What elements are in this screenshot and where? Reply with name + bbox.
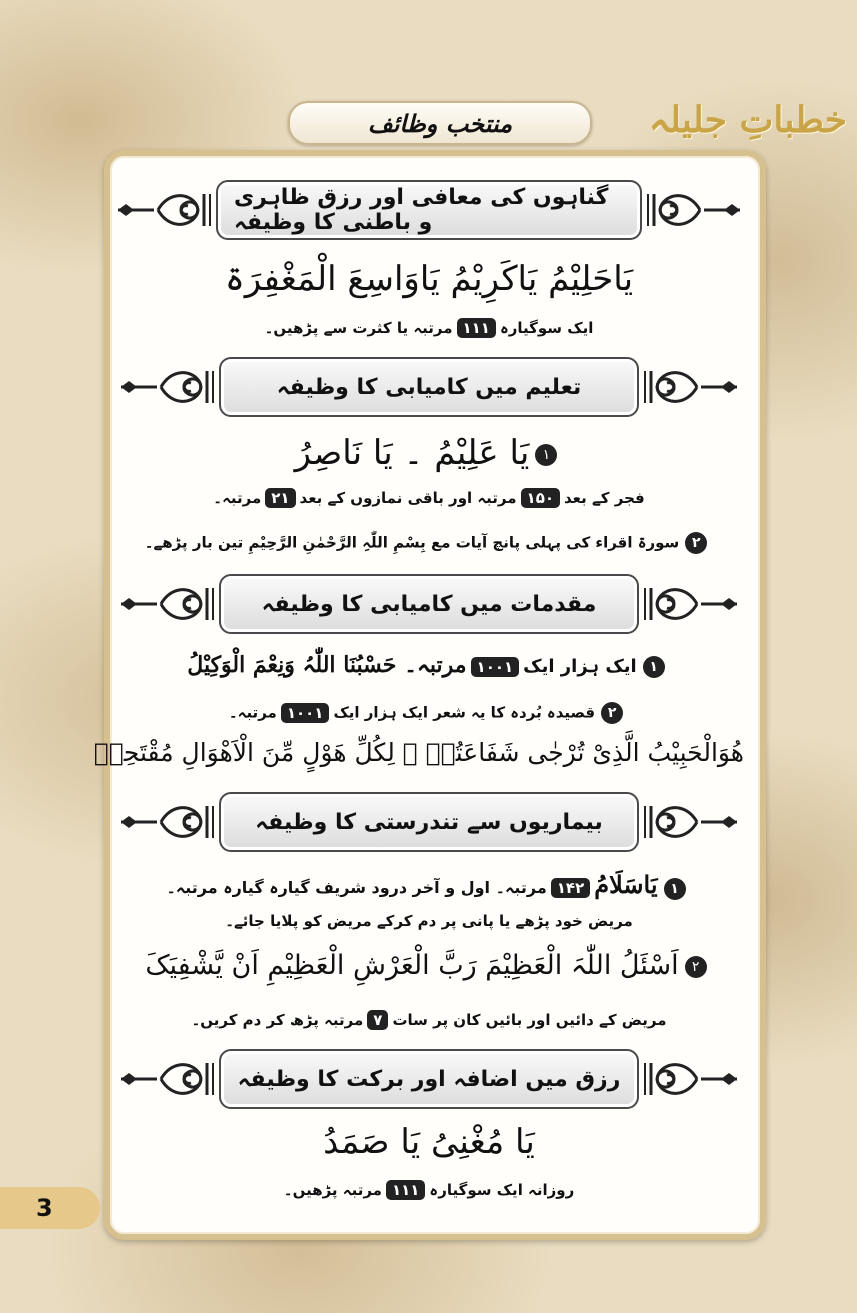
ornament-left-icon: [117, 802, 217, 842]
instruction-line: [114, 870, 744, 900]
instruction-line: [114, 652, 744, 678]
header-title: منتخب وظائف: [367, 108, 513, 138]
brand-text: خطباتِ جلیلہ: [648, 99, 847, 141]
count-badge: ۱۱۱: [457, 318, 496, 338]
dua-text: اَسْئَلُ اللّٰہَ الْعَظِیْمَ رَبَّ الْعَرْشِ الْعَظِیْمِ اَنْ یَّشْفِیَکَ: [145, 950, 679, 981]
brand-logo: [585, 92, 847, 148]
count-badge: ۲۱: [265, 488, 295, 508]
section-header-2: [114, 355, 744, 419]
count-badge: ۷: [367, 1010, 388, 1030]
item-number-badge: ۲: [685, 956, 707, 978]
dua-text: یَاحَلِیْمُ یَاکَرِیْمُ یَاوَاسِعَ الْمَغْفِرَۃ: [224, 259, 634, 299]
ornament-left-icon: [117, 367, 217, 407]
header-title-pill: [288, 101, 592, 145]
instruction-text: فجر کے بعد: [564, 489, 645, 507]
dua-text: یَا عَلِیْمُ ۔ یَا نَاصِرُ: [294, 433, 530, 473]
section-title: رزق میں اضافہ اور برکت کا وظیفہ: [237, 1066, 621, 1092]
dua-line: [114, 432, 744, 473]
instruction-text: مرتبہ۔ اول و آخر درود شریف گیارہ گیارہ مرتبہ۔: [166, 878, 547, 897]
section-label-box: [219, 792, 639, 852]
instruction-line: [114, 532, 744, 554]
section-header-5: [114, 1047, 744, 1111]
instruction-text: روزانہ ایک سوگیارہ: [429, 1181, 575, 1199]
instruction-text: مرتبہ۔: [213, 489, 262, 507]
section-label-box: [219, 357, 639, 417]
instruction-line: [114, 488, 744, 508]
ornament-right-icon: [641, 802, 741, 842]
count-badge: ۱۰۰۱: [471, 657, 520, 677]
count-badge: ۱۴۲: [551, 878, 590, 898]
page-number: 3: [36, 1194, 53, 1222]
count-badge: ۱۱۱: [386, 1180, 425, 1200]
item-number-badge: ۲: [685, 532, 707, 554]
dua-text: یَا مُغْنِیُ یَا صَمَدُ: [323, 1122, 535, 1162]
instruction-line: [114, 318, 744, 338]
instruction-text: مریض کے دائیں اور بائیں کان پر سات: [392, 1011, 667, 1029]
instruction-line: [114, 1010, 744, 1030]
ornament-right-icon: [644, 190, 744, 230]
count-badge: ۱۰۰۱: [281, 703, 330, 723]
section-header-1: [114, 178, 744, 242]
item-number-badge: ۲: [601, 702, 623, 724]
item-number-badge: ۱: [535, 444, 557, 466]
section-label-box: [216, 180, 642, 240]
dua-text: مرتبہ۔ حَسْبُنَا اللّٰہُ وَنِعْمَ الْوَکِیْلُ: [187, 652, 467, 678]
ornament-right-icon: [641, 584, 741, 624]
instruction-text: مریض خود پڑھے یا پانی پر دم کرکے مریض کو پلایا جائے۔: [225, 912, 633, 930]
ornament-left-icon: [117, 584, 217, 624]
instruction-text: ایک ہزار ایک: [523, 656, 637, 677]
section-title: تعلیم میں کامیابی کا وظیفہ: [276, 374, 582, 400]
section-title: گناہوں کی معافی اور رزق ظاہری و باطنی کا وظیفہ: [234, 185, 609, 235]
item-number-badge: ۱: [643, 656, 665, 678]
instruction-text: مرتبہ پڑھیں۔: [283, 1181, 382, 1199]
instruction-line: [114, 1180, 744, 1200]
section-header-3: [114, 572, 744, 636]
section-label-box: [219, 1049, 639, 1109]
count-badge: ۱۵۰: [521, 488, 560, 508]
ornament-left-icon: [114, 190, 214, 230]
instruction-text: سورۃ اقراء کی پہلی پانچ آیات مع بِسْمِ اللّٰہِ الرَّحْمٰنِ الرَّحِیْمِ تین بار پڑھے۔: [144, 533, 680, 552]
section-header-4: [114, 790, 744, 854]
dua-line: [114, 950, 744, 981]
section-title: مقدمات میں کامیابی کا وظیفہ: [261, 591, 597, 617]
instruction-text: ایک سوگیارہ: [499, 319, 594, 337]
instruction-text: مرتبہ اور باقی نمازوں کے بعد: [299, 489, 517, 507]
ornament-right-icon: [641, 1059, 741, 1099]
poem-verse: ھُوَالْحَبِیْبُ الَّذِیْ تُرْجٰی شَفَاعَتُہٗ ۔ لِکُلِّ ھَوْلٍ مِّنَ الْاَھْوَالِ مُقْتَحِمٖ: [93, 738, 744, 767]
section-title: بیماریوں سے تندرستی کا وظیفہ: [255, 809, 603, 835]
page-number-tab: [0, 1187, 100, 1229]
ornament-left-icon: [117, 1059, 217, 1099]
item-number-badge: ۱: [664, 878, 686, 900]
section-label-box: [219, 574, 639, 634]
instruction-line: [114, 702, 744, 724]
dua-text: یَاسَلَامُ: [594, 870, 658, 899]
instruction-text: مرتبہ یا کثرت سے پڑھیں۔: [264, 319, 453, 337]
ornament-right-icon: [641, 367, 741, 407]
instruction-text: مرتبہ پڑھ کر دم کریں۔: [191, 1011, 364, 1029]
instruction-text: قصیدہ بُردہ کا یہ شعر ایک ہزار ایک: [333, 703, 596, 722]
instruction-text: مرتبہ۔: [228, 703, 277, 722]
